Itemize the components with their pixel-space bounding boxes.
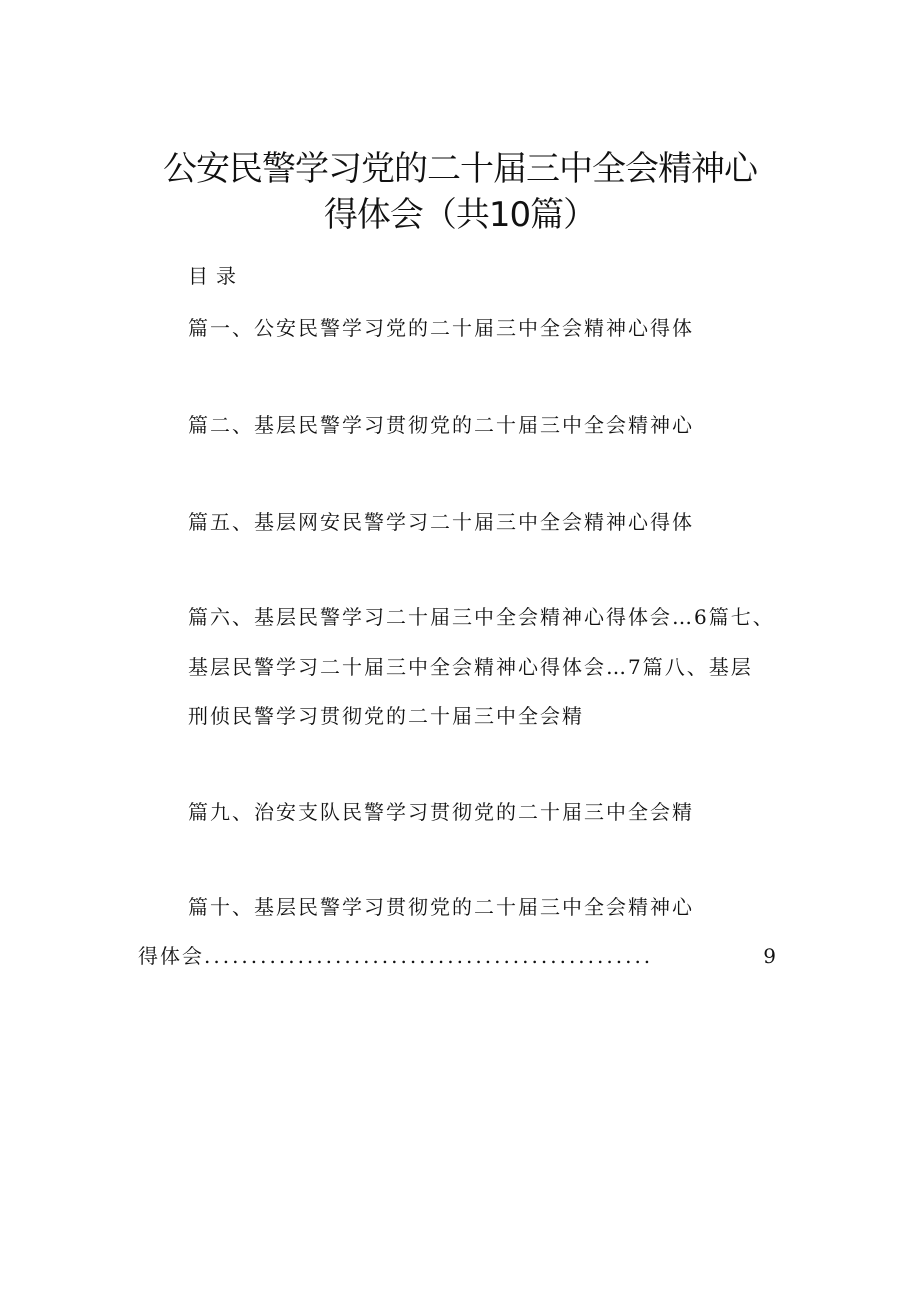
- toc-entry-10-line-2[interactable]: [138, 940, 778, 969]
- toc-entry-9[interactable]: 篇九、治安支队民警学习贯彻党的二十届三中全会精: [188, 800, 694, 824]
- toc-heading: 目录: [188, 264, 244, 288]
- toc-entry-7-line-2[interactable]: 基层民警学习二十届三中全会精神心得体会…7篇八、基层: [188, 655, 753, 679]
- toc-entry-5[interactable]: 篇五、基层网安民警学习二十届三中全会精神心得体: [188, 510, 694, 534]
- document-title-line-2: 得体会（共10篇）: [323, 195, 597, 235]
- toc-entry-10-continuation: 得体会: [138, 944, 204, 968]
- toc-entry-6-line-1[interactable]: 篇六、基层民警学习二十届三中全会精神心得体会…6篇七、: [188, 605, 775, 629]
- toc-entry-10-line-1[interactable]: 篇十、基层民警学习贯彻党的二十届三中全会精神心: [188, 895, 694, 919]
- toc-leader-dots: ................................................: [204, 944, 654, 968]
- document-title-line-1: 公安民警学习党的二十届三中全会精神心: [163, 149, 757, 189]
- toc-page-number: 9: [763, 944, 778, 968]
- toc-entry-1[interactable]: 篇一、公安民警学习党的二十届三中全会精神心得体: [188, 316, 694, 340]
- toc-entry-2[interactable]: 篇二、基层民警学习贯彻党的二十届三中全会精神心: [188, 413, 694, 437]
- toc-entry-8-line-3[interactable]: 刑侦民警学习贯彻党的二十届三中全会精: [188, 704, 584, 728]
